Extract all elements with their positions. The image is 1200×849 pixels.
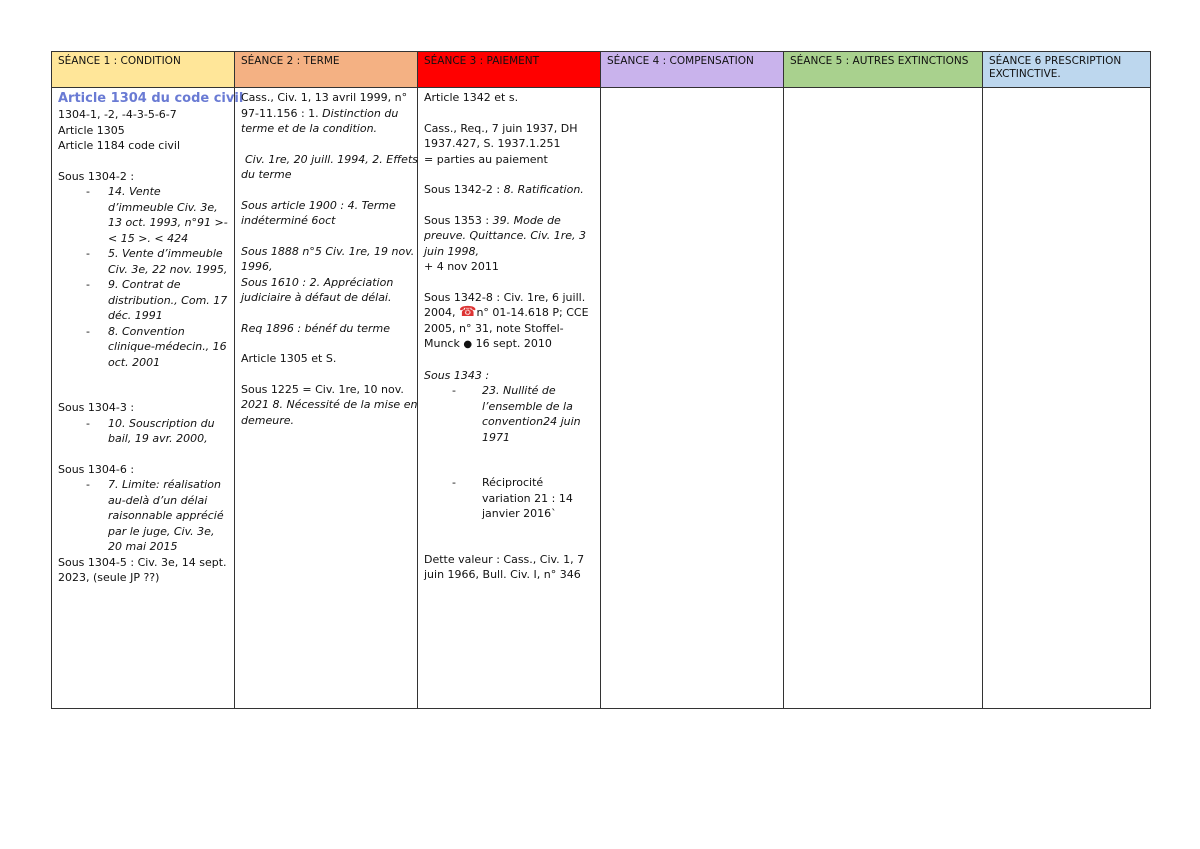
cell-seance-6 xyxy=(983,88,1151,709)
col1-section-head: Sous 1304-6 : xyxy=(58,462,135,476)
col3-line: Sous 1342-2 : 8. Ratification. xyxy=(424,183,584,196)
list-item: - 14. Vente d’immeuble Civ. 3e, 13 oct. 1993, n°91 >-< 15 >. < 424 xyxy=(58,184,228,246)
col3-italic: 39. Mode de xyxy=(492,213,561,227)
cell-seance-5 xyxy=(784,88,983,709)
col3-list-1343 xyxy=(424,383,594,445)
cell-seance-3 xyxy=(418,88,601,709)
col3-line: + 4 nov 2011 xyxy=(424,260,499,273)
col2-line: Req 1896 : bénéf du terme xyxy=(241,321,390,335)
col2-italic: Distinction du xyxy=(322,106,399,120)
col2-line: Cass., Civ. 1, 13 avril 1999, n° xyxy=(241,91,408,104)
col3-line: Sous 1353 : 39. Mode de xyxy=(424,213,561,227)
col3-line: 1937.427, S. 1937.1.251 xyxy=(424,137,561,150)
cell-seance-1 xyxy=(52,88,244,709)
col3-line: juin 1998, xyxy=(424,244,480,258)
cell-seance-4 xyxy=(601,88,784,709)
col3-line: Sous 1342-8 : Civ. 1re, 6 juill. xyxy=(424,290,586,304)
header-seance-5: SÉANCE 5 : AUTRES EXTINCTIONS xyxy=(784,52,983,88)
col2-line: Sous 1888 n°5 Civ. 1re, 19 nov. xyxy=(241,244,415,258)
header-seance-1: SÉANCE 1 : CONDITION xyxy=(52,52,235,88)
col2-line: Sous 1225 = Civ. 1re, 10 nov. xyxy=(241,382,404,396)
col2-line: Sous article 1900 : 4. Terme xyxy=(241,198,396,212)
col3-line: Dette valeur : Cass., Civ. 1, 7 xyxy=(424,552,585,566)
col2-line: du terme xyxy=(241,168,292,181)
col1-section-head: Sous 1304-3 : xyxy=(58,401,135,414)
content-row xyxy=(52,88,1151,709)
col2-line: indéterminé 6oct xyxy=(241,214,336,227)
col3-line: preuve. Quittance. Civ. 1re, 3 xyxy=(424,229,586,242)
col3-line: Article 1342 et s. xyxy=(424,91,519,104)
header-seance-3: SÉANCE 3 : PAIEMENT xyxy=(418,52,601,88)
col3-line: Munck ● 16 sept. 2010 xyxy=(424,337,552,350)
cell-seance-2 xyxy=(235,88,418,709)
seances-table xyxy=(51,51,1151,709)
header-row xyxy=(52,52,1151,88)
list-item: - Réciprocité variation 21 : 14 janvier 2016` xyxy=(424,475,594,522)
col1-list-1304-6 xyxy=(58,477,228,555)
col1-section-head: Sous 1304-2 : xyxy=(58,169,135,183)
col3-section-head: Sous 1343 : xyxy=(424,368,490,382)
col3-line: = parties au paiement xyxy=(424,152,548,166)
list-item: - 5. Vente d’immeuble Civ. 3e, 22 nov. 1995, xyxy=(58,246,228,277)
col1-line: Article 1305 xyxy=(58,123,125,137)
col2-line: judiciaire à défaut de délai. xyxy=(241,291,392,304)
col1-line: Sous 1304-5 : Civ. 3e, 14 sept. xyxy=(58,555,227,569)
col3-italic: 8. Ratification. xyxy=(503,183,584,196)
col3-list-reciprocite xyxy=(424,475,594,522)
col3-line: Cass., Req., 7 juin 1937, DH xyxy=(424,121,578,135)
col2-line: 97-11.156 : 1. Distinction du xyxy=(241,106,399,120)
col3-line: 2005, n° 31, note Stoffel- xyxy=(424,321,564,335)
list-item: - 9. Contrat de distribution., Com. 17 déc. 1991 xyxy=(58,277,228,324)
col2-line: demeure. xyxy=(241,413,294,427)
col1-line: 2023, (seule JP ??) xyxy=(58,571,160,584)
header-seance-2: SÉANCE 2 : TERME xyxy=(235,52,418,88)
col2-line: Sous 1610 : 2. Appréciation xyxy=(241,275,394,289)
list-item: - 23. Nullité de l’ensemble de la convention24 juin 1971 xyxy=(424,383,594,445)
list-item: - 10. Souscription du bail, 19 avr. 2000, xyxy=(58,416,228,447)
phone-icon: ☎ xyxy=(459,304,477,320)
col1-list-1304-3 xyxy=(58,416,228,447)
list-item: - 7. Limite: réalisation au-delà d’un délai raisonnable apprécié par le juge, Civ. 3e, 20 mai 2015 xyxy=(58,477,228,555)
bullet-dot-icon: ● xyxy=(463,339,473,350)
list-item: - 8. Convention clinique-médecin., 16 oct. 2001 xyxy=(58,324,228,371)
col2-line: terme et de la condition. xyxy=(241,122,378,135)
col1-line: 1304-1, -2, -4-3-5-6-7 xyxy=(58,108,177,121)
header-seance-6: SÉANCE 6 PRESCRIPTION EXCTINCTIVE. xyxy=(983,52,1151,88)
col2-line: Civ. 1re, 20 juill. 1994, 2. Effets xyxy=(245,152,418,166)
col1-line: Article 1184 code civil xyxy=(58,139,181,152)
col3-line: juin 1966, Bull. Civ. I, n° 346 xyxy=(424,568,581,581)
col2-line: 1996, xyxy=(241,260,273,273)
col1-list-1304-2 xyxy=(58,184,228,370)
col1-title: Article 1304 du code civil xyxy=(58,91,244,106)
col3-line: 2004, ☎n° 01-14.618 P; CCE xyxy=(424,304,589,320)
col2-line: 2021 8. Nécessité de la mise en xyxy=(241,398,418,411)
col2-line: Article 1305 et S. xyxy=(241,352,337,365)
header-seance-4: SÉANCE 4 : COMPENSATION xyxy=(601,52,784,88)
